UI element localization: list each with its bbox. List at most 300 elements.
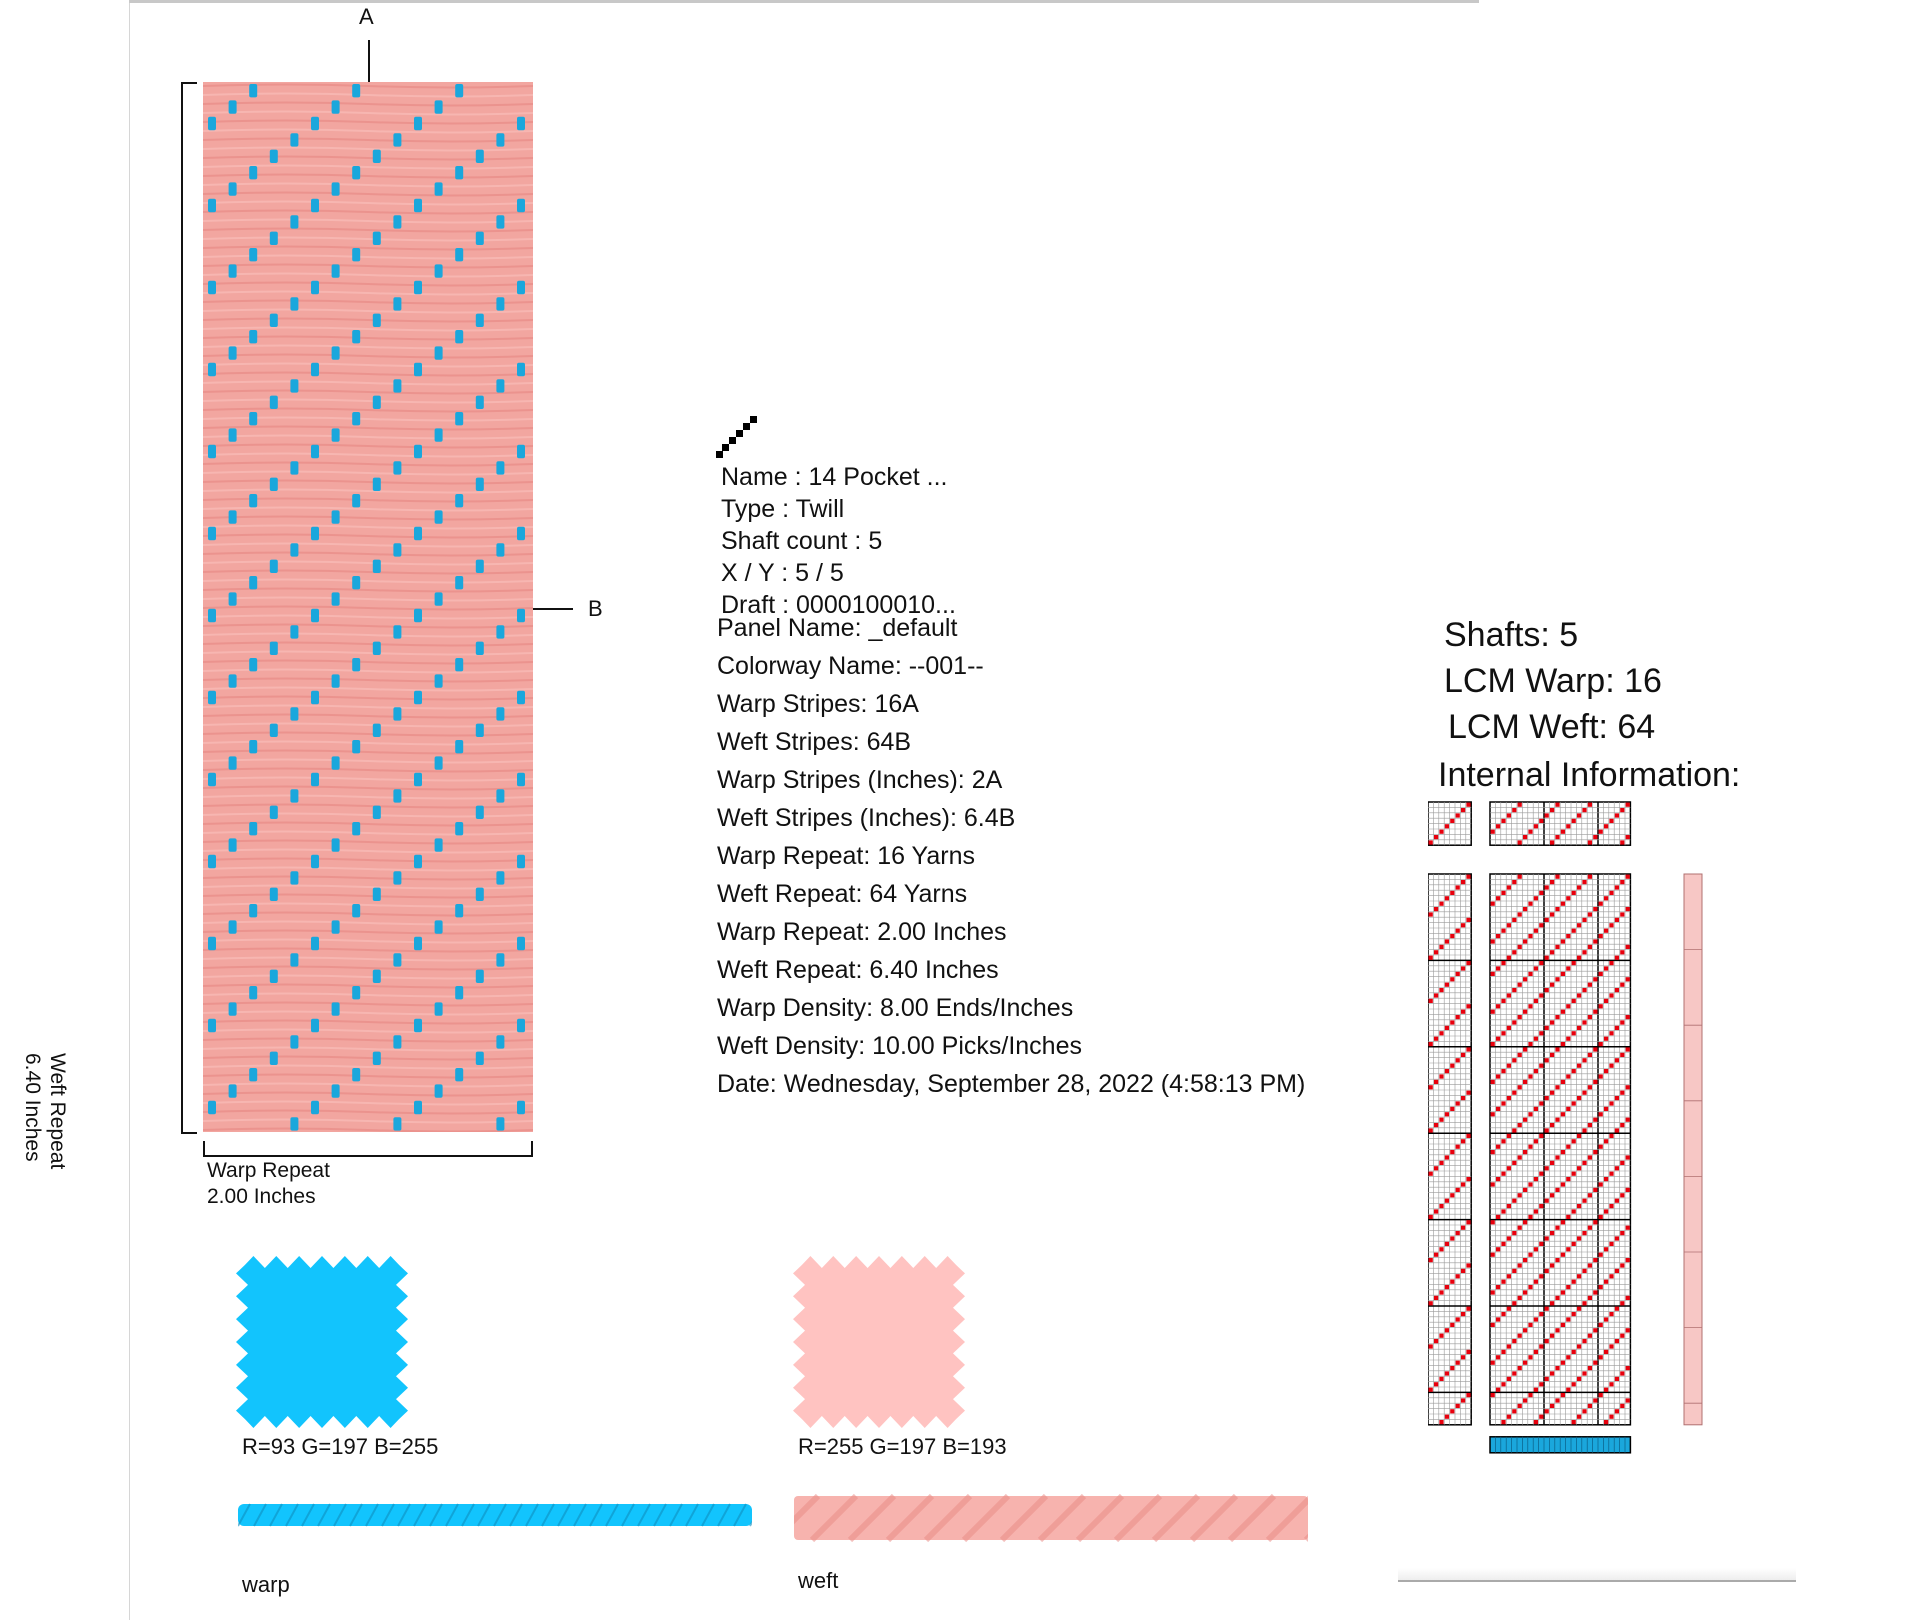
draft-mark — [1434, 1166, 1438, 1170]
internal-information-heading: Internal Information: — [1438, 756, 1741, 794]
draft-mark — [1466, 961, 1470, 965]
draft-mark — [1577, 956, 1581, 960]
fabric-weave-drawing — [203, 82, 533, 1132]
draft-mark — [1528, 1004, 1532, 1008]
draft-mark — [1528, 1145, 1532, 1149]
draft-mark — [1550, 1371, 1554, 1375]
draft-mark — [1539, 1134, 1543, 1138]
draft-mark — [1539, 1274, 1543, 1278]
weft-yarn-strand[interactable] — [794, 1488, 1308, 1551]
draft-mark — [1604, 999, 1608, 1003]
warp-float — [373, 396, 381, 409]
draft-mark — [1439, 988, 1443, 992]
warp-float — [311, 937, 319, 950]
draft-mark — [1582, 1231, 1586, 1235]
draft-mark — [1434, 1209, 1438, 1213]
draft-mark — [1491, 1323, 1495, 1327]
draft-mark — [1507, 1134, 1511, 1138]
warp-stripes-inches: Warp Stripes (Inches): 2A — [717, 766, 1003, 794]
warp-float — [517, 937, 525, 950]
draft-mark — [1534, 896, 1538, 900]
warp-float — [414, 117, 422, 130]
draft-mark — [1545, 1096, 1549, 1100]
warp-float — [249, 658, 257, 671]
draft-mark — [1561, 1042, 1565, 1046]
draft-mark — [1566, 1037, 1570, 1041]
draft-mark — [1588, 1263, 1592, 1267]
warp-yarn-strand[interactable] — [238, 1496, 752, 1541]
draft-mark — [1507, 956, 1511, 960]
warp-float — [311, 609, 319, 622]
warp-float — [208, 199, 216, 212]
draft-mark — [1599, 972, 1603, 976]
draft-mark — [1429, 1128, 1433, 1132]
draft-mark — [1429, 1301, 1433, 1305]
draft-mark — [1518, 1334, 1522, 1338]
warp-float — [455, 166, 463, 179]
draft-mark — [1491, 939, 1495, 943]
draft-mark — [1496, 1107, 1500, 1111]
draft-mark — [1434, 1339, 1438, 1343]
draft-mark — [1445, 983, 1449, 987]
draft-mark — [1577, 1064, 1581, 1068]
draft-mark — [1572, 1312, 1576, 1316]
draft-mark — [1466, 1004, 1470, 1008]
draft-mark — [1466, 1350, 1470, 1354]
draft-mark — [1466, 1263, 1470, 1267]
draft-mark — [1593, 1220, 1597, 1224]
draft-mark — [1566, 1145, 1570, 1149]
warp-float — [332, 920, 340, 933]
draft-mark — [1507, 1274, 1511, 1278]
draft-mark — [1577, 1274, 1581, 1278]
draft-mark — [1501, 961, 1505, 965]
draft-mark — [1582, 950, 1586, 954]
draft-mark — [1555, 1398, 1559, 1402]
draft-mark — [1534, 999, 1538, 1003]
draft-mark — [1550, 880, 1554, 884]
draft-mark — [1555, 1085, 1559, 1089]
draft-mark — [1445, 1242, 1449, 1246]
draft-mark — [1599, 1253, 1603, 1257]
draft-mark — [1609, 1134, 1613, 1138]
swatch-zigzag-shape — [793, 1256, 965, 1428]
draft-mark — [1550, 1053, 1554, 1057]
draft-mark — [1491, 1182, 1495, 1186]
draft-mark — [1507, 1307, 1511, 1311]
warp-float — [352, 84, 360, 97]
draft-mark — [1429, 1042, 1433, 1046]
warp-float — [476, 478, 484, 491]
draft-mark — [1518, 1226, 1522, 1230]
draft-mark — [1539, 1101, 1543, 1105]
draft-mark — [1491, 1361, 1495, 1365]
draft-mark — [1582, 1269, 1586, 1273]
draft-mark — [1512, 988, 1516, 992]
draft-mark — [1572, 1069, 1576, 1073]
draft-mark — [1518, 1366, 1522, 1370]
draft-mark — [1518, 945, 1522, 949]
draft-mark — [1604, 929, 1608, 933]
warp-float — [208, 855, 216, 868]
draft-mark — [1429, 1388, 1433, 1392]
lcm-warp: LCM Warp: 16 — [1444, 662, 1662, 700]
draft-mark — [1550, 1091, 1554, 1095]
draft-mark — [1534, 966, 1538, 970]
draft-mark — [1566, 1177, 1570, 1181]
warp-float — [435, 100, 443, 113]
warp-float — [373, 478, 381, 491]
draft-mark — [1456, 1361, 1460, 1365]
draft-mark — [1491, 1150, 1495, 1154]
draft-mark — [1615, 1026, 1619, 1030]
draft-mark — [1466, 1177, 1470, 1181]
draft-mark — [1461, 1053, 1465, 1057]
warp-float — [311, 363, 319, 376]
warp-float — [455, 740, 463, 753]
draft-mark — [1456, 1274, 1460, 1278]
draft-mark — [1582, 1199, 1586, 1203]
warp-repeat-caption-value: 2.00 Inches — [207, 1185, 316, 1208]
draft-mark — [1609, 1274, 1613, 1278]
draft-mark — [1528, 1285, 1532, 1289]
draft-mark — [1496, 1388, 1500, 1392]
draft-mark — [1604, 1069, 1608, 1073]
draft-mark — [1577, 1236, 1581, 1240]
draft-mark — [1456, 1058, 1460, 1062]
draft-mark — [1604, 1177, 1608, 1181]
draft-mark — [1496, 1317, 1500, 1321]
warp-float — [373, 314, 381, 327]
draft-mark — [1429, 1344, 1433, 1348]
draft-mark — [1572, 929, 1576, 933]
weft-repeat-caption — [20, 1053, 70, 1233]
draft-mark — [1615, 1377, 1619, 1381]
draft-mark — [1604, 824, 1608, 828]
draft-mark — [1588, 912, 1592, 916]
draft-mark — [1501, 1209, 1505, 1213]
warp-float — [352, 1068, 360, 1081]
warp-float — [393, 953, 401, 966]
warp-float — [290, 625, 298, 638]
draft-mark — [1491, 1290, 1495, 1294]
draft-mark — [1588, 1155, 1592, 1159]
draft-mark — [1599, 1042, 1603, 1046]
draft-mark — [1450, 1020, 1454, 1024]
draft-mark — [1561, 1112, 1565, 1116]
draft-mark — [1512, 1269, 1516, 1273]
draft-mark — [1609, 1101, 1613, 1105]
draft-mark — [1501, 891, 1505, 895]
draft-mark — [1445, 1155, 1449, 1159]
draft-mark — [1561, 939, 1565, 943]
draft-mark — [1572, 1139, 1576, 1143]
warp-float — [229, 264, 237, 277]
warp-float — [249, 84, 257, 97]
draft-mark — [1512, 1301, 1516, 1305]
draft-mark — [1534, 1317, 1538, 1321]
draft-mark — [1518, 840, 1522, 844]
warp-float — [435, 1002, 443, 1015]
warp-float — [208, 937, 216, 950]
draft-mark — [1555, 977, 1559, 981]
draft-mark — [1528, 934, 1532, 938]
warp-float — [208, 1019, 216, 1032]
draft-mark — [1539, 1064, 1543, 1068]
warp-float — [311, 855, 319, 868]
warp-float — [517, 281, 525, 294]
weft-stripes-inches: Weft Stripes (Inches): 6.4B — [717, 804, 1016, 832]
draft-mark — [1523, 1118, 1527, 1122]
draft-mark — [1572, 1242, 1576, 1246]
warp-float — [393, 297, 401, 310]
draft-mark — [1620, 1193, 1624, 1197]
warp-float — [455, 84, 463, 97]
draft-mark — [1434, 1382, 1438, 1386]
draft-mark — [1461, 1312, 1465, 1316]
draft-mark — [1523, 977, 1527, 981]
draft-mark — [1626, 1085, 1630, 1089]
warp-float — [208, 609, 216, 622]
draft-mark — [1523, 835, 1527, 839]
draft-mark — [1466, 1091, 1470, 1095]
draft-mark — [1566, 934, 1570, 938]
warp-float — [352, 986, 360, 999]
draft-mark — [1555, 1155, 1559, 1159]
draft-mark — [1518, 912, 1522, 916]
draft-mark — [1545, 1199, 1549, 1203]
draft-mark — [1555, 945, 1559, 949]
draft-mark — [1466, 1220, 1470, 1224]
draft-mark — [1555, 1118, 1559, 1122]
weave-draft: Draft : 0000100010... — [721, 591, 956, 619]
draft-mark — [1545, 1269, 1549, 1273]
draft-mark — [1593, 977, 1597, 981]
draft-mark — [1615, 1339, 1619, 1343]
weave-draft-diagram[interactable] — [1428, 800, 1704, 1585]
draft-mark — [1445, 1112, 1449, 1116]
warp-float — [249, 822, 257, 835]
warp-float — [373, 724, 381, 737]
lcm-weft: LCM Weft: 64 — [1448, 708, 1656, 746]
warp-float — [229, 182, 237, 195]
warp-float — [332, 674, 340, 687]
draft-tieup-block — [1428, 802, 1471, 845]
warp-float — [332, 346, 340, 359]
draft-mark — [1561, 1182, 1565, 1186]
warp-float — [332, 756, 340, 769]
draft-mark — [1609, 1344, 1613, 1348]
warp-float — [476, 150, 484, 163]
warp-float — [249, 904, 257, 917]
shafts-count: Shafts: 5 — [1444, 616, 1579, 654]
draft-mark — [1577, 885, 1581, 889]
warp-float — [270, 642, 278, 655]
warp-float — [393, 215, 401, 228]
draft-mark — [1577, 1026, 1581, 1030]
draft-mark — [1582, 1409, 1586, 1413]
warp-float — [496, 789, 504, 802]
warp-float — [435, 674, 443, 687]
weft-repeat-bracket-top — [181, 82, 197, 84]
draft-mark — [1501, 1172, 1505, 1176]
draft-mark — [1577, 1134, 1581, 1138]
draft-mark — [1626, 907, 1630, 911]
draft-mark — [1620, 840, 1624, 844]
warp-float — [270, 724, 278, 737]
draft-mark — [1450, 1064, 1454, 1068]
draft-mark — [1496, 1074, 1500, 1078]
draft-mark — [1550, 1301, 1554, 1305]
warp-float — [517, 445, 525, 458]
warp-float — [414, 281, 422, 294]
warp-float — [496, 379, 504, 392]
draft-mark — [1456, 813, 1460, 817]
marker-a-tick — [368, 40, 370, 82]
warp-float — [290, 789, 298, 802]
draft-mark — [1534, 1388, 1538, 1392]
draft-mark — [1572, 1101, 1576, 1105]
draft-drawdown-block — [1490, 874, 1630, 1425]
warp-float — [435, 264, 443, 277]
draft-mark — [1456, 929, 1460, 933]
draft-mark — [1545, 1377, 1549, 1381]
draft-mark — [1626, 875, 1630, 879]
draft-mark — [1539, 1312, 1543, 1316]
draft-mark — [1561, 902, 1565, 906]
draft-mark — [1445, 939, 1449, 943]
draft-mark — [1496, 824, 1500, 828]
draft-mark — [1461, 1096, 1465, 1100]
draft-mark — [1582, 1371, 1586, 1375]
draft-mark — [1507, 1166, 1511, 1170]
draft-mark — [1507, 1236, 1511, 1240]
draft-mark — [1434, 950, 1438, 954]
draft-mark — [1550, 1020, 1554, 1024]
warp-float — [249, 330, 257, 343]
weave-info-block — [721, 462, 956, 620]
draft-mark — [1512, 1199, 1516, 1203]
draft-mark — [1528, 1253, 1532, 1257]
draft-mark — [1450, 1107, 1454, 1111]
weft-repeat-yarns: Weft Repeat: 64 Yarns — [717, 880, 968, 908]
draft-mark — [1456, 885, 1460, 889]
warp-float — [208, 281, 216, 294]
warp-float — [352, 166, 360, 179]
draft-mark — [1555, 803, 1559, 807]
draft-mark — [1528, 972, 1532, 976]
draft-mark — [1572, 891, 1576, 895]
draft-mark — [1539, 923, 1543, 927]
draft-mark — [1615, 1096, 1619, 1100]
warp-float — [249, 740, 257, 753]
warp-float — [311, 773, 319, 786]
warp-float — [208, 1101, 216, 1114]
draft-mark — [1620, 1301, 1624, 1305]
warp-float — [496, 297, 504, 310]
draft-mark — [1566, 966, 1570, 970]
draft-mark — [1545, 988, 1549, 992]
draft-mark — [1439, 902, 1443, 906]
draft-mark — [1588, 1123, 1592, 1127]
draft-mark — [1599, 1285, 1603, 1289]
draft-mark — [1615, 918, 1619, 922]
draft-mark — [1539, 891, 1543, 895]
warp-float — [332, 100, 340, 113]
draft-mark — [1491, 1112, 1495, 1116]
warp-float — [290, 297, 298, 310]
draft-mark — [1566, 1004, 1570, 1008]
warp-float — [352, 330, 360, 343]
draft-mark — [1561, 1150, 1565, 1154]
draft-mark — [1445, 824, 1449, 828]
draft-mark — [1534, 1107, 1538, 1111]
warp-float — [290, 1035, 298, 1048]
warp-float — [393, 789, 401, 802]
draft-mark — [1501, 819, 1505, 823]
warp-float — [290, 1117, 298, 1130]
fabric-simulation[interactable] — [203, 82, 533, 1132]
warp-float — [435, 182, 443, 195]
draft-mark — [1439, 1420, 1443, 1424]
warp-color-swatch[interactable] — [236, 1256, 408, 1428]
weft-color-swatch[interactable] — [793, 1256, 965, 1428]
draft-mark — [1615, 1236, 1619, 1240]
draft-mark — [1512, 880, 1516, 884]
draft-mark — [1582, 880, 1586, 884]
draft-mark — [1566, 1215, 1570, 1219]
draft-mark — [1550, 1193, 1554, 1197]
draft-mark — [1626, 1188, 1630, 1192]
draft-mark — [1445, 1026, 1449, 1030]
draft-mark — [1593, 1150, 1597, 1154]
marker-a-label: A — [359, 4, 374, 29]
draft-mark — [1496, 1037, 1500, 1041]
draft-mark — [1588, 1193, 1592, 1197]
warp-float — [393, 625, 401, 638]
draft-mark — [1461, 966, 1465, 970]
draft-mark — [1615, 1128, 1619, 1132]
draft-mark — [1545, 1339, 1549, 1343]
warp-float — [517, 199, 525, 212]
draft-mark — [1599, 934, 1603, 938]
draft-mark — [1539, 1415, 1543, 1419]
warp-float — [455, 412, 463, 425]
warp-float — [332, 592, 340, 605]
warp-float — [332, 1002, 340, 1015]
warp-float — [270, 478, 278, 491]
warp-float — [496, 625, 504, 638]
draft-mark — [1496, 1285, 1500, 1289]
draft-mark — [1429, 1215, 1433, 1219]
warp-float — [393, 1035, 401, 1048]
warp-float — [270, 396, 278, 409]
warp-repeat-bracket — [203, 1155, 533, 1157]
warp-float — [517, 527, 525, 540]
draft-mark — [1626, 803, 1630, 807]
draft-mark — [1523, 1150, 1527, 1154]
draft-mark — [1588, 1226, 1592, 1230]
draft-mark — [1572, 961, 1576, 965]
warp-float — [290, 379, 298, 392]
warp-float — [435, 838, 443, 851]
warp-float — [414, 199, 422, 212]
warp-float — [393, 379, 401, 392]
draft-mark — [1550, 1334, 1554, 1338]
draft-mark — [1555, 835, 1559, 839]
draft-mark — [1572, 1350, 1576, 1354]
warp-float — [414, 363, 422, 376]
